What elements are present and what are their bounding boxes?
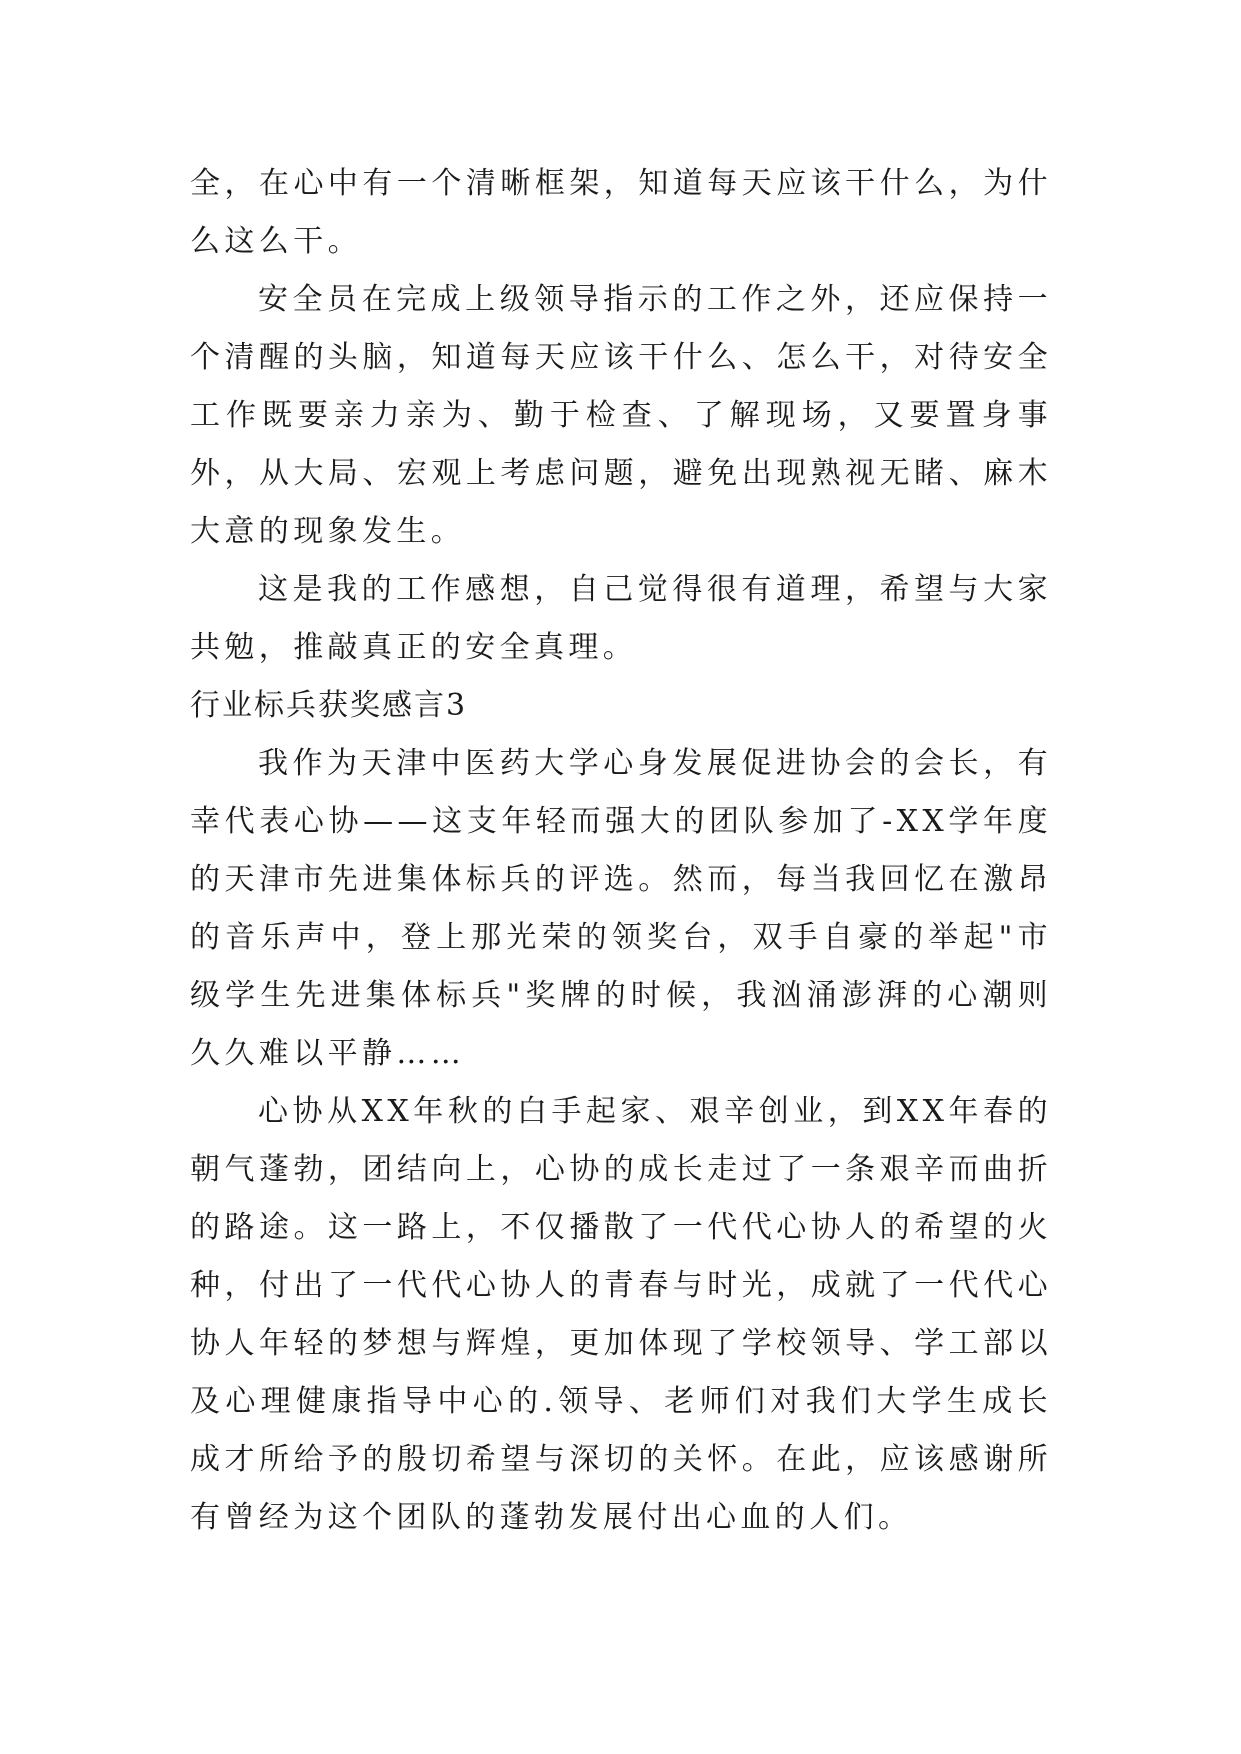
paragraph-1: 全，在心中有一个清晰框架，知道每天应该干什么，为什么这么干。 — [190, 166, 1052, 259]
section-heading: 行业标兵获奖感言3 — [190, 688, 468, 723]
paragraph-5: 心协从XX年秋的白手起家、艰辛创业，到XX年春的朝气蓬勃，团结向上，心协的成长走过了一条艰辛而曲折的路途。这一路上，不仅播散了一代代心协人的希望的火种，付出了一代代心协人的青春与时光，成就了一代代心协人年轻的梦想与辉煌，更加体现了学校领导、学工部以及心理健康指导中心的.领导、老师们对我们大学生成长成才所给予的殷切希望与深切的关怀。在此，应该感谢所有曾经为这个团队的蓬勃发展付出心血的人们。 — [190, 1094, 1052, 1535]
paragraph-4: 我作为天津中医药大学心身发展促进协会的会长，有幸代表心协——这支年轻而强大的团队参加了-XX学年度的天津市先进集体标兵的评选。然而，每当我回忆在激昂的音乐声中，登上那光荣的领奖台，双手自豪的举起"市级学生先进集体标兵"奖牌的时候，我汹涌澎湃的心潮则久久难以平静…… — [190, 746, 1052, 1071]
paragraph-3: 这是我的工作感想，自己觉得很有道理，希望与大家共勉，推敲真正的安全真理。 — [190, 572, 1052, 665]
document-body — [190, 155, 1052, 1547]
paragraph-2: 安全员在完成上级领导指示的工作之外，还应保持一个清醒的头脑，知道每天应该干什么、怎么干，对待安全工作既要亲力亲为、勤于检查、了解现场，又要置身事外，从大局、宏观上考虑问题，避免出现熟视无睹、麻木大意的现象发生。 — [190, 282, 1052, 549]
